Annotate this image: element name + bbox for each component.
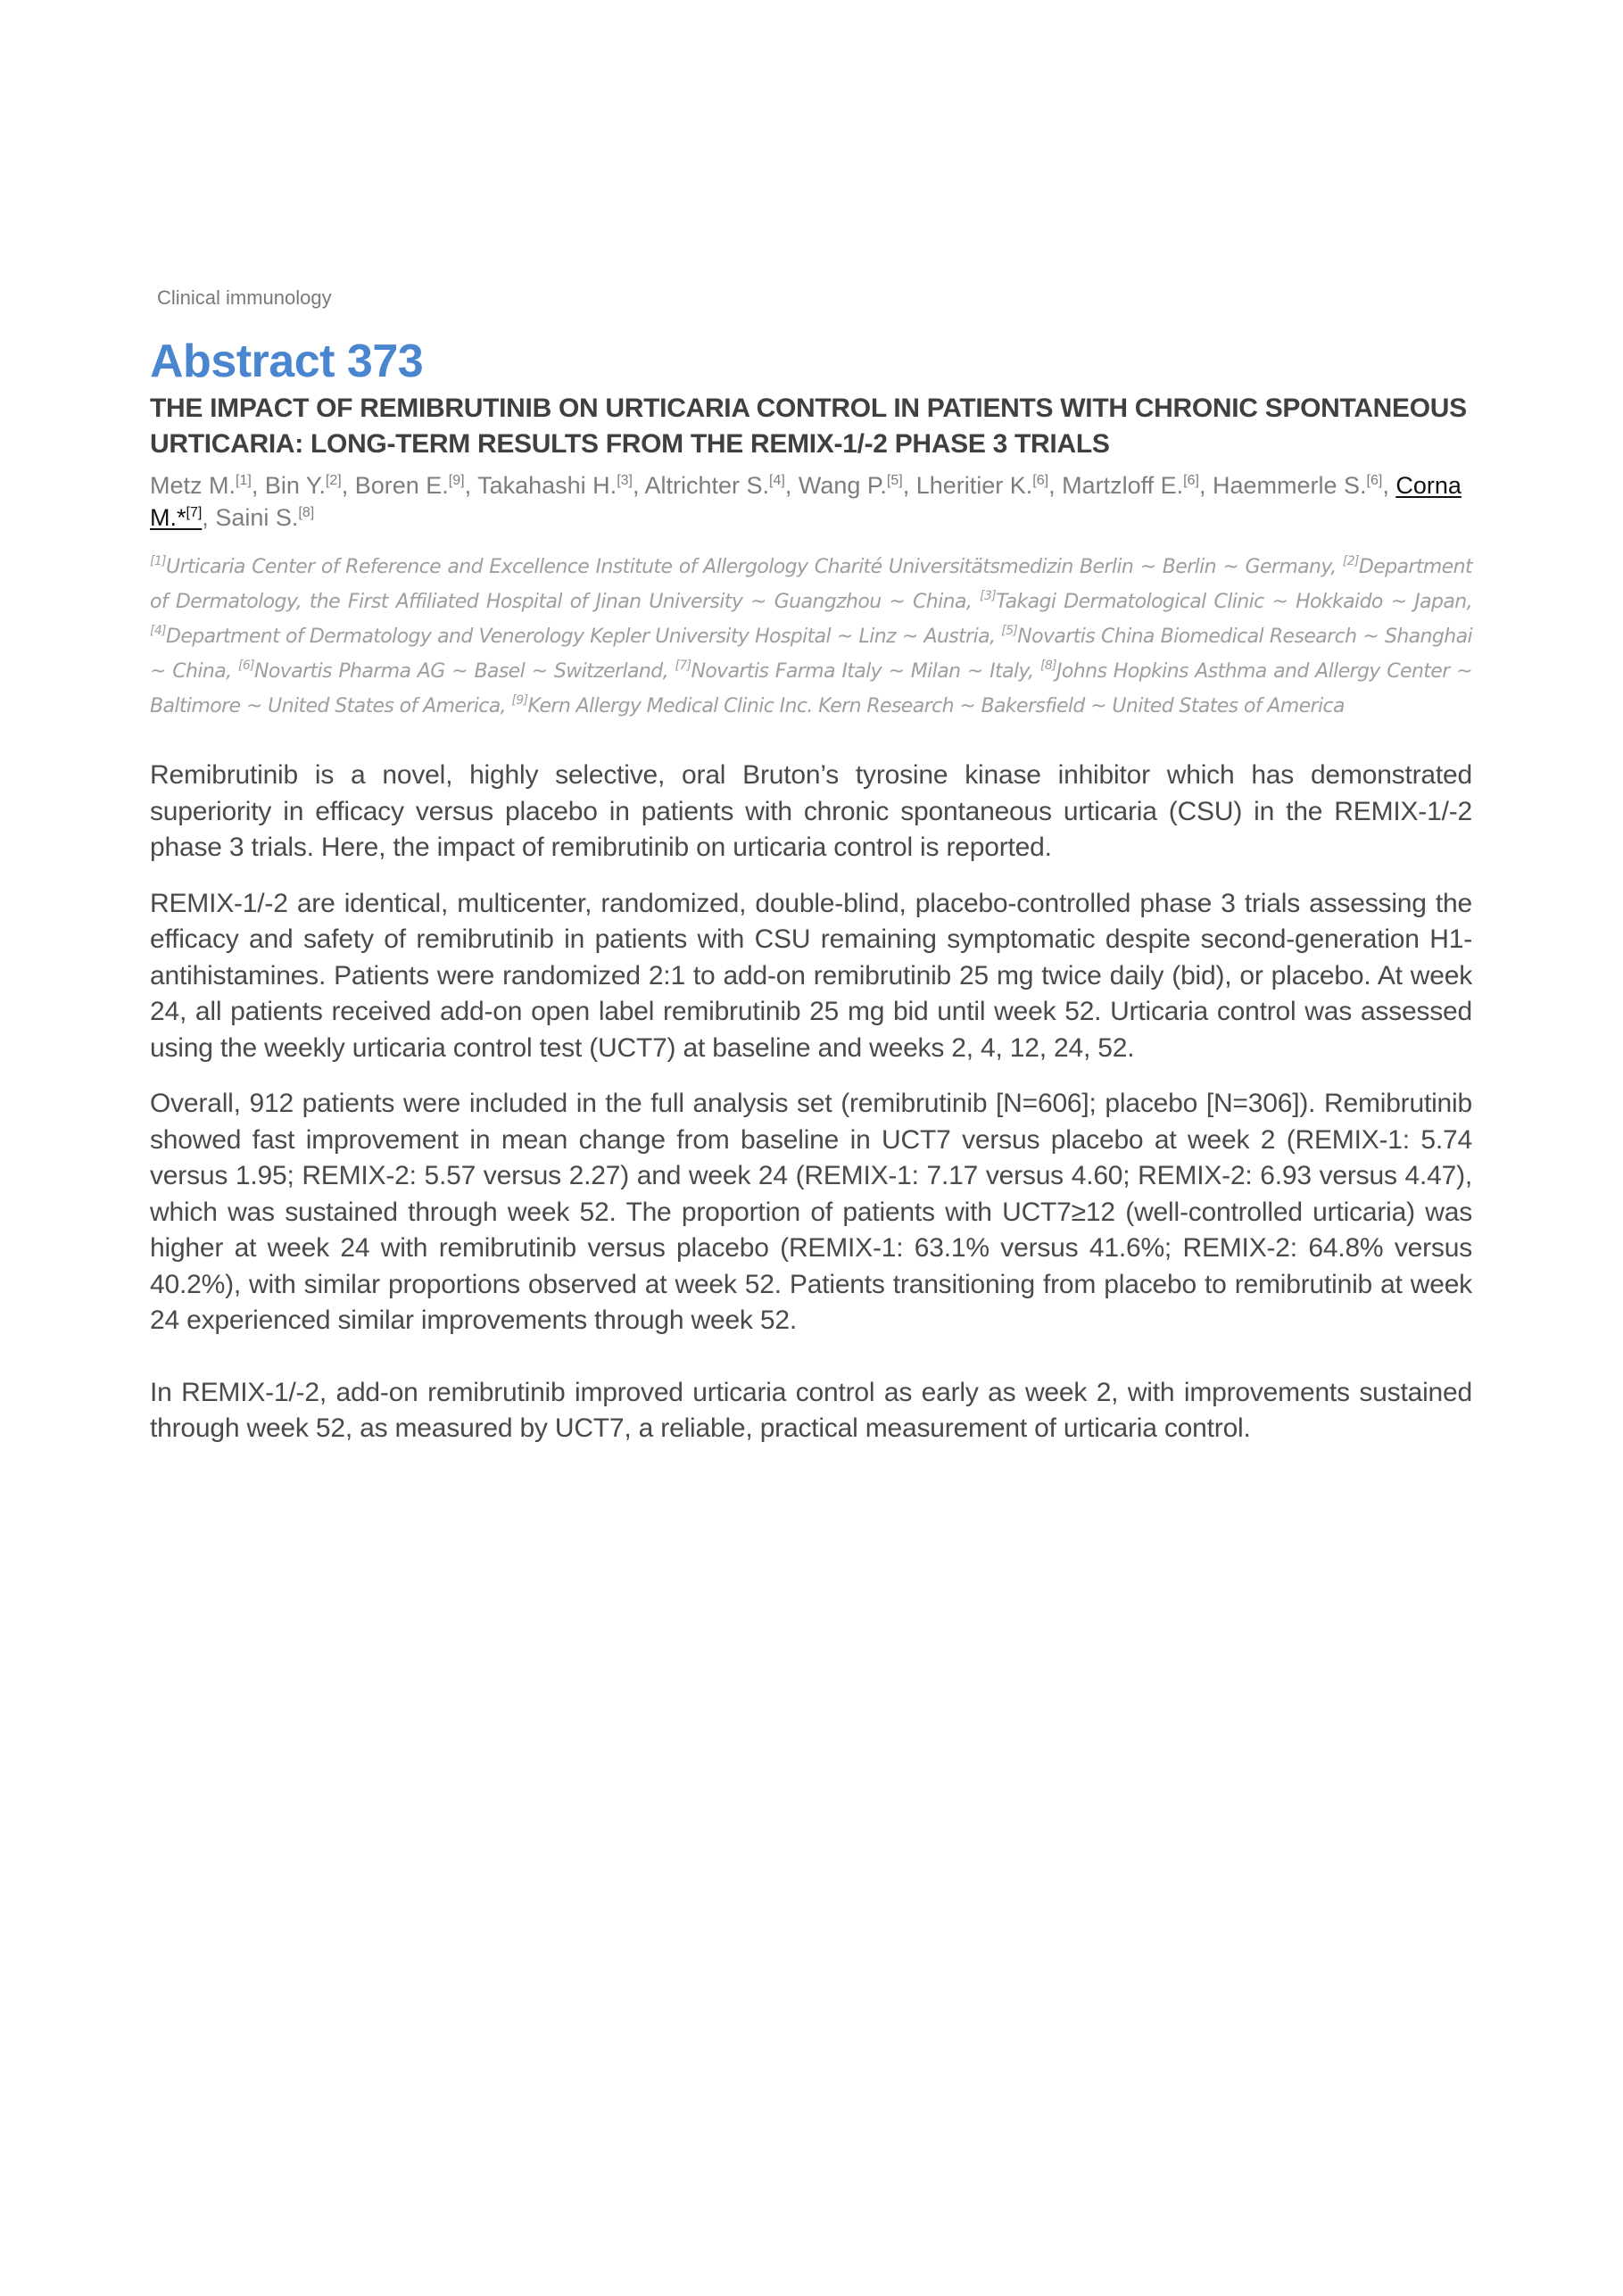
author: Altrichter S.[4] [644, 472, 785, 499]
affiliation: [8]Johns Hopkins Asthma and Allergy Center ~ Baltimore ~ United States of America, [150, 659, 1472, 717]
affiliation: [1]Urticaria Center of Reference and Excellence Institute of Allergology Charité Universitätsmedizin Berlin ~ Berlin ~ Germany, [150, 554, 1343, 578]
category-label: Clinical immunology [157, 286, 332, 309]
abstract-number-heading: Abstract 373 [150, 336, 424, 387]
affiliation: [9]Kern Allergy Medical Clinic Inc. Kern Research ~ Bakersfield ~ United States of America [511, 693, 1345, 717]
author: Martzloff E.[6] [1062, 472, 1199, 499]
author-list: Metz M.[1], Bin Y.[2], Boren E.[9], Takahashi H.[3], Altrichter S.[4], Wang P.[5], Lheritier K.[6], Martzloff E.[6], Haemmerle S.[6], Corna M.*[7], Saini S.[8] [150, 472, 1462, 531]
conclusion-paragraph: In REMIX-1/-2, add-on remibrutinib improved urticaria control as early as week 2, with improvements sustained through week 52, as measured by UCT7, a reliable, practical measurement of urticaria control. [150, 1377, 1472, 1443]
abstract-title: THE IMPACT OF REMIBRUTINIB ON URTICARIA CONTROL IN PATIENTS WITH CHRONIC SPONTANEOUS URTICARIA: LONG-TERM RESULTS FROM THE REMIX-1/-2 PHASE 3 TRIALS [150, 394, 1467, 459]
author: Boren E.[9] [354, 472, 465, 499]
methods-paragraph: REMIX-1/-2 are identical, multicenter, randomized, double-blind, placebo-controlled phase 3 trials assessing the efficacy and safety of remibrutinib in patients with CSU remaining symptomatic despite second-generation H1-antihistamines. Patients were randomized 2:1 to add-on remibrutinib 25 mg twice daily (bid), or placebo. At week 24, all patients received add-on open label remibrutinib 25 mg bid until week 52. Urticaria control was assessed using the weekly urticaria control test (UCT7) at baseline and weeks 2, 4, 12, 24, 52. [150, 888, 1472, 1063]
affiliation: [6]Novartis Pharma AG ~ Basel ~ Switzerland, [237, 659, 675, 683]
affiliation: [2]Department of Dermatology, the First Affiliated Hospital of Jinan University ~ Guangzhou ~ China, [150, 554, 1472, 613]
author: Metz M.[1] [150, 472, 252, 499]
author: Saini S.[8] [215, 504, 315, 531]
affiliation-list [150, 550, 1472, 724]
author: Haemmerle S.[6] [1212, 472, 1383, 499]
author: Takahashi H.[3] [477, 472, 633, 499]
affiliation: [4]Department of Dermatology and Venerology Kepler University Hospital ~ Linz ~ Austria, [150, 624, 1002, 648]
abstract-page [150, 286, 1472, 1447]
affiliation: [7]Novartis Farma Italy ~ Milan ~ Italy, [675, 659, 1041, 683]
author: Lheritier K.[6] [915, 472, 1049, 499]
affiliation: [5]Novartis China Biomedical Research ~ Shanghai ~ China, [150, 624, 1472, 683]
presenting-author: Corna M.*[7] [150, 472, 1462, 531]
background-paragraph: Remibrutinib is a novel, highly selective, oral Bruton’s tyrosine kinase inhibitor which has demonstrated superiority in efficacy versus placebo in patients with chronic spontaneous urticaria (CSU) in the REMIX-1/-2 phase 3 trials. Here, the impact of remibrutinib on urticaria control is reported. [150, 760, 1472, 862]
author: Bin Y.[2] [264, 472, 342, 499]
author: Wang P.[5] [798, 472, 903, 499]
results-paragraph: Overall, 912 patients were included in the full analysis set (remibrutinib [N=606]; placebo [N=306]). Remibrutinib showed fast improvement in mean change from baseline in UCT7 versus placebo at week 2 (REMIX-1: 5.74 versus 1.95; REMIX-2: 5.57 versus 2.27) and week 24 (REMIX-1: 7.17 versus 4.60; REMIX-2: 6.93 versus 4.47), which was sustained through week 52. The proportion of patients with UCT7≥12 (well-controlled urticaria) was higher at week 24 with remibrutinib versus placebo (REMIX-1: 63.1% versus 41.6%; REMIX-2: 64.8% versus 40.2%), with similar proportions observed at week 52. Patients transitioning from placebo to remibrutinib at week 24 experienced similar improvements through week 52. [150, 1089, 1472, 1335]
affiliation: [3]Takagi Dermatological Clinic ~ Hokkaido ~ Japan, [980, 589, 1472, 613]
